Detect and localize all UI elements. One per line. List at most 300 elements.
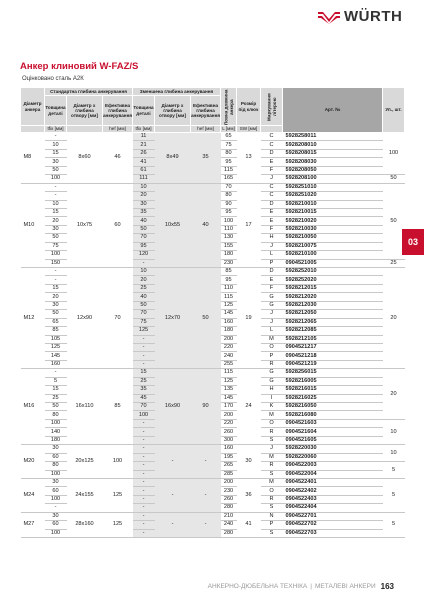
marking-letter: M <box>261 453 283 461</box>
marking-letter: E <box>261 276 283 284</box>
anchor-diameter: M10 <box>21 183 45 267</box>
article-number: 0904521005 <box>283 259 383 267</box>
marking-letter: F <box>261 284 283 292</box>
thickness-standard: 60 <box>45 453 67 461</box>
thickness-standard: 125 <box>45 343 67 351</box>
thickness-reduced: - <box>133 360 155 368</box>
thickness-reduced: 125 <box>133 327 155 335</box>
thickness-standard: 100 <box>45 529 67 537</box>
marking-letter: P <box>261 521 283 529</box>
thickness-standard: - <box>45 369 67 377</box>
wrench-size: 19 <box>237 268 261 369</box>
thickness-standard: 85 <box>45 327 67 335</box>
thickness-standard: - <box>45 276 67 284</box>
marking-letter: J <box>261 175 283 183</box>
unit-blank <box>261 126 283 133</box>
pack-quantity: 20 <box>383 268 405 369</box>
anchor-length: 260 <box>221 495 237 503</box>
depth-standard: 125 <box>103 512 133 537</box>
marking-letter: G <box>261 377 283 385</box>
thickness-reduced: - <box>133 478 155 486</box>
pack-quantity: 5 <box>383 462 405 479</box>
marking-letter: R <box>261 428 283 436</box>
spec-table-body <box>21 133 405 538</box>
article-number: 5928210020 <box>283 217 383 225</box>
thickness-standard: 15 <box>45 284 67 292</box>
anchor-length: 100 <box>221 217 237 225</box>
thickness-reduced: 10 <box>133 268 155 276</box>
marking-letter: S <box>261 470 283 478</box>
marking-letter: D <box>261 200 283 208</box>
anchor-length: 285 <box>221 470 237 478</box>
depth-reduced: - <box>191 512 221 537</box>
drill-size-reduced: 12х70 <box>155 268 191 369</box>
marking-letter: M <box>261 335 283 343</box>
thickness-standard: 150 <box>45 259 67 267</box>
table-row <box>21 133 405 141</box>
article-number: 5928216050 <box>283 403 383 411</box>
page-title: Анкер клиновий W-FAZ/S <box>20 61 139 72</box>
thickness-reduced: - <box>133 470 155 478</box>
marking-letter: K <box>261 403 283 411</box>
anchor-length: 110 <box>221 284 237 292</box>
article-number: 0904521604 <box>283 428 383 436</box>
col-wrench: Розмір під ключ <box>237 88 261 126</box>
marking-letter: J <box>261 318 283 326</box>
marking-letter: P <box>261 352 283 360</box>
thickness-reduced: 30 <box>133 200 155 208</box>
thickness-standard: 50 <box>45 403 67 411</box>
thickness-reduced: - <box>133 436 155 444</box>
thickness-standard: 20 <box>45 217 67 225</box>
marking-letter: N <box>261 512 283 520</box>
unit-tfix: tfix [мм] <box>45 126 67 133</box>
thickness-standard: 30 <box>45 445 67 453</box>
marking-letter: R <box>261 495 283 503</box>
article-number: 0904521603 <box>283 419 383 427</box>
article-number: 0904522404 <box>283 504 383 512</box>
unit-blank <box>155 126 191 133</box>
article-number: 5928212030 <box>283 301 383 309</box>
marking-letter: G <box>261 293 283 301</box>
pack-quantity: 50 <box>383 183 405 259</box>
anchor-length: 125 <box>221 301 237 309</box>
anchor-length: 75 <box>221 141 237 149</box>
thickness-standard: - <box>45 268 67 276</box>
depth-standard: 85 <box>103 369 133 445</box>
thickness-standard: - <box>45 133 67 141</box>
thickness-reduced: 21 <box>133 141 155 149</box>
thickness-reduced: 70 <box>133 234 155 242</box>
drill-size-standard: 20х125 <box>67 445 103 479</box>
marking-letter: J <box>261 242 283 250</box>
depth-standard: 46 <box>103 133 133 184</box>
article-number: 0904522403 <box>283 495 383 503</box>
col-art-no: Арт. № <box>283 88 383 133</box>
thickness-standard: 5 <box>45 377 67 385</box>
anchor-length: 280 <box>221 529 237 537</box>
marking-letter: C <box>261 133 283 141</box>
thickness-reduced: - <box>133 495 155 503</box>
marking-letter: O <box>261 419 283 427</box>
article-number: 5928251020 <box>283 192 383 200</box>
thickness-reduced: 50 <box>133 301 155 309</box>
article-number: 5928212065 <box>283 318 383 326</box>
wrench-size: 41 <box>237 512 261 537</box>
article-number: 5928208030 <box>283 158 383 166</box>
thickness-reduced: 41 <box>133 158 155 166</box>
pack-quantity: 25 <box>383 259 405 267</box>
marking-letter: M <box>261 411 283 419</box>
thickness-standard: 80 <box>45 411 67 419</box>
thickness-standard: 60 <box>45 521 67 529</box>
col-tfix-reduced: Товщина деталі <box>133 96 155 126</box>
marking-letter: S <box>261 529 283 537</box>
thickness-reduced: 70 <box>133 310 155 318</box>
anchor-length: 110 <box>221 225 237 233</box>
table-row <box>21 268 405 276</box>
article-number: 0904521218 <box>283 352 383 360</box>
anchor-diameter: M24 <box>21 478 45 512</box>
spec-table <box>20 87 405 538</box>
depth-reduced: 50 <box>191 268 221 369</box>
anchor-length: 70 <box>221 183 237 191</box>
thickness-standard: 30 <box>45 225 67 233</box>
depth-reduced: 90 <box>191 369 221 445</box>
marking-letter: E <box>261 158 283 166</box>
thickness-standard: 50 <box>45 234 67 242</box>
thickness-reduced: 40 <box>133 293 155 301</box>
pack-quantity: 5 <box>383 478 405 512</box>
depth-standard: 100 <box>103 445 133 479</box>
drill-size-standard: 8х60 <box>67 133 103 184</box>
anchor-length: 115 <box>221 369 237 377</box>
wrench-size: 36 <box>237 478 261 512</box>
thickness-standard: - <box>45 183 67 191</box>
article-number: 5928208010 <box>283 141 383 149</box>
depth-standard: 60 <box>103 183 133 267</box>
wurth-logo <box>318 8 402 25</box>
thickness-standard: 180 <box>45 436 67 444</box>
thickness-reduced: 50 <box>133 225 155 233</box>
table-row <box>21 478 405 486</box>
marking-letter: J <box>261 445 283 453</box>
anchor-length: 230 <box>221 259 237 267</box>
anchor-length: 300 <box>221 436 237 444</box>
article-number: 5928252010 <box>283 268 383 276</box>
marking-letter: E <box>261 208 283 216</box>
depth-reduced: 40 <box>191 183 221 267</box>
approval-note: Оцінковано сталь А2К <box>22 76 84 82</box>
marking-letter: D <box>261 149 283 157</box>
thickness-standard: 15 <box>45 149 67 157</box>
standard-depth-header: Стандартна глибина анкерування <box>45 88 133 96</box>
thickness-reduced: 95 <box>133 242 155 250</box>
thickness-reduced: - <box>133 453 155 461</box>
article-number: 5928212015 <box>283 284 383 292</box>
article-number: 5928210100 <box>283 251 383 259</box>
anchor-length: 95 <box>221 158 237 166</box>
table-row <box>21 183 405 191</box>
thickness-standard: 60 <box>45 487 67 495</box>
marking-letter: C <box>261 192 283 200</box>
thickness-standard: 100 <box>45 470 67 478</box>
article-number: 5928216005 <box>283 377 383 385</box>
thickness-reduced: 25 <box>133 377 155 385</box>
depth-reduced: 35 <box>191 133 221 184</box>
marking-letter: F <box>261 166 283 174</box>
marking-letter: M <box>261 478 283 486</box>
thickness-reduced: 35 <box>133 386 155 394</box>
thickness-reduced: - <box>133 335 155 343</box>
marking-letter: C <box>261 183 283 191</box>
marking-letter: G <box>261 301 283 309</box>
unit-length: L [мм] <box>222 126 235 132</box>
anchor-length: 265 <box>221 462 237 470</box>
col-tfix: Товщина деталі <box>45 96 67 126</box>
reduced-depth-header: Зменшена глибина анкерування <box>133 88 221 96</box>
thickness-reduced: - <box>133 352 155 360</box>
article-number: 0904521217 <box>283 343 383 351</box>
unit-blank <box>67 126 103 133</box>
col-length: Повна довжина анкера <box>221 88 237 126</box>
marking-letter: J <box>261 310 283 318</box>
thickness-reduced: - <box>133 512 155 520</box>
thickness-standard: 160 <box>45 360 67 368</box>
depth-standard: 70 <box>103 268 133 369</box>
anchor-length: 85 <box>221 268 237 276</box>
col-diameter: Діаметр анкера <box>21 88 45 126</box>
thickness-reduced: 26 <box>133 149 155 157</box>
drill-size-standard: 12х90 <box>67 268 103 369</box>
anchor-diameter: M27 <box>21 512 45 537</box>
thickness-reduced: 20 <box>133 276 155 284</box>
drill-size-reduced: - <box>155 445 191 479</box>
anchor-length: 115 <box>221 166 237 174</box>
pack-quantity: 10 <box>383 445 405 462</box>
thickness-reduced: 10 <box>133 183 155 191</box>
thickness-reduced: 120 <box>133 251 155 259</box>
anchor-length: 220 <box>221 419 237 427</box>
anchor-length: 160 <box>221 318 237 326</box>
article-number: 0904522401 <box>283 478 383 486</box>
thickness-standard: 30 <box>45 512 67 520</box>
marking-letter: S <box>261 504 283 512</box>
chapter-tab[interactable]: 03 <box>402 229 424 255</box>
anchor-length: 200 <box>221 335 237 343</box>
article-number: 5928208050 <box>283 166 383 174</box>
article-number: 5928212085 <box>283 327 383 335</box>
thickness-standard: 140 <box>45 428 67 436</box>
thickness-standard: 75 <box>45 242 67 250</box>
thickness-standard: 50 <box>45 310 67 318</box>
marking-letter: C <box>261 141 283 149</box>
article-number: 0904522402 <box>283 487 383 495</box>
article-number: 0904521605 <box>283 436 383 444</box>
drill-size-reduced: - <box>155 512 191 537</box>
anchor-length: 170 <box>221 403 237 411</box>
thickness-standard: - <box>45 504 67 512</box>
page-number: 163 <box>380 582 394 591</box>
brand-name: WÜRTH <box>344 8 403 25</box>
col-drill: Діаметр х глибина отвору [мм] <box>67 96 103 126</box>
thickness-standard: 10 <box>45 200 67 208</box>
drill-size-standard: 16х110 <box>67 369 103 445</box>
article-number: 5928210030 <box>283 225 383 233</box>
anchor-length: 240 <box>221 521 237 529</box>
anchor-length: 155 <box>221 242 237 250</box>
anchor-diameter: M12 <box>21 268 45 369</box>
marking-letter: S <box>261 436 283 444</box>
wrench-size: 17 <box>237 183 261 267</box>
thickness-standard: 50 <box>45 166 67 174</box>
wurth-logo-icon <box>318 10 340 24</box>
anchor-diameter: M16 <box>21 369 45 445</box>
footer-section: АНКЕРНО-ДЮБЕЛЬНА ТЕХНІКА <box>207 583 308 590</box>
thickness-standard: 100 <box>45 419 67 427</box>
col-drill-reduced: Діаметр х глибина отвору [мм] <box>155 96 191 126</box>
anchor-length: 130 <box>221 234 237 242</box>
anchor-length: 90 <box>221 200 237 208</box>
anchor-diameter: M20 <box>21 445 45 479</box>
anchor-length: 145 <box>221 394 237 402</box>
thickness-standard: 65 <box>45 318 67 326</box>
article-number: 0904522702 <box>283 521 383 529</box>
article-number: 5928216015 <box>283 386 383 394</box>
article-number: 5928210015 <box>283 208 383 216</box>
anchor-length: 65 <box>221 133 237 141</box>
thickness-reduced: - <box>133 487 155 495</box>
marking-letter: F <box>261 225 283 233</box>
article-number: 5928258011 <box>283 133 383 141</box>
anchor-length: 255 <box>221 360 237 368</box>
article-number: 5928212105 <box>283 335 383 343</box>
article-number: 5928208100 <box>283 175 383 183</box>
marking-letter: R <box>261 360 283 368</box>
article-number: 5928256015 <box>283 369 383 377</box>
thickness-standard: 80 <box>45 462 67 470</box>
article-number: 5928212050 <box>283 310 383 318</box>
marking-letter: D <box>261 268 283 276</box>
article-number: 0904522003 <box>283 462 383 470</box>
depth-reduced: - <box>191 478 221 512</box>
anchor-length: 180 <box>221 251 237 259</box>
article-number: 5928252020 <box>283 276 383 284</box>
pack-quantity: 50 <box>383 175 405 183</box>
thickness-reduced: - <box>133 504 155 512</box>
col-hef: Ефективна глибина анкерування <box>103 96 133 126</box>
article-number: 5928220030 <box>283 445 383 453</box>
thickness-standard: 15 <box>45 208 67 216</box>
anchor-length: 145 <box>221 310 237 318</box>
anchor-length: 220 <box>221 343 237 351</box>
anchor-length: 260 <box>221 428 237 436</box>
pack-quantity: 10 <box>383 419 405 444</box>
thickness-standard: 10 <box>45 141 67 149</box>
thickness-reduced: - <box>133 529 155 537</box>
col-qty: Уп., шт. <box>383 88 405 133</box>
marking-letter: G <box>261 369 283 377</box>
unit-blank <box>21 126 45 133</box>
anchor-diameter: M8 <box>21 133 45 184</box>
anchor-length: 240 <box>221 352 237 360</box>
anchor-length: 200 <box>221 411 237 419</box>
drill-size-reduced: - <box>155 478 191 512</box>
article-number: 5928210010 <box>283 200 383 208</box>
anchor-length: 210 <box>221 512 237 520</box>
pack-quantity: 20 <box>383 369 405 420</box>
anchor-length: 80 <box>221 149 237 157</box>
thickness-reduced: - <box>133 462 155 470</box>
thickness-reduced: - <box>133 343 155 351</box>
thickness-reduced: 35 <box>133 208 155 216</box>
thickness-reduced: - <box>133 428 155 436</box>
thickness-standard: 30 <box>45 158 67 166</box>
anchor-length: 135 <box>221 386 237 394</box>
thickness-standard: 15 <box>45 386 67 394</box>
thickness-standard: 20 <box>45 293 67 301</box>
article-number: 5928216025 <box>283 394 383 402</box>
thickness-reduced: - <box>133 521 155 529</box>
thickness-reduced: 40 <box>133 217 155 225</box>
article-number: 0904522701 <box>283 512 383 520</box>
article-number: 5928210075 <box>283 242 383 250</box>
marking-letter: O <box>261 343 283 351</box>
thickness-reduced: - <box>133 259 155 267</box>
footer-separator: | <box>310 583 312 590</box>
thickness-standard: - <box>45 192 67 200</box>
marking-letter: H <box>261 234 283 242</box>
depth-reduced: - <box>191 445 221 479</box>
table-row <box>21 369 405 377</box>
unit-tfix-reduced: tfix [мм] <box>133 126 155 133</box>
thickness-standard: 100 <box>45 175 67 183</box>
thickness-reduced: 70 <box>133 403 155 411</box>
wrench-size: 13 <box>237 133 261 184</box>
anchor-length: 95 <box>221 276 237 284</box>
drill-size-reduced: 16х90 <box>155 369 191 445</box>
article-number: 0904522703 <box>283 529 383 537</box>
anchor-length: 160 <box>221 445 237 453</box>
marking-letter: E <box>261 217 283 225</box>
anchor-length: 125 <box>221 377 237 385</box>
article-number: 5928210050 <box>283 234 383 242</box>
marking-letter: P <box>261 259 283 267</box>
pack-quantity: 5 <box>383 512 405 537</box>
wrench-size: 30 <box>237 445 261 479</box>
thickness-reduced: 45 <box>133 394 155 402</box>
marking-letter: L <box>261 327 283 335</box>
drill-size-standard: 24х155 <box>67 478 103 512</box>
thickness-reduced: 20 <box>133 192 155 200</box>
col-hef-reduced: Ефективна глибина анкерування <box>191 96 221 126</box>
thickness-reduced: - <box>133 445 155 453</box>
anchor-length: 95 <box>221 208 237 216</box>
thickness-reduced: - <box>133 419 155 427</box>
table-row <box>21 445 405 453</box>
thickness-reduced: 15 <box>133 369 155 377</box>
table-row <box>21 512 405 520</box>
anchor-length: 230 <box>221 487 237 495</box>
article-number: 5928251010 <box>283 183 383 191</box>
anchor-length: 165 <box>221 175 237 183</box>
marking-letter: H <box>261 386 283 394</box>
thickness-reduced: 100 <box>133 411 155 419</box>
anchor-length: 195 <box>221 453 237 461</box>
wrench-size: 24 <box>237 369 261 445</box>
marking-letter: R <box>261 462 283 470</box>
article-number: 0904521219 <box>283 360 383 368</box>
